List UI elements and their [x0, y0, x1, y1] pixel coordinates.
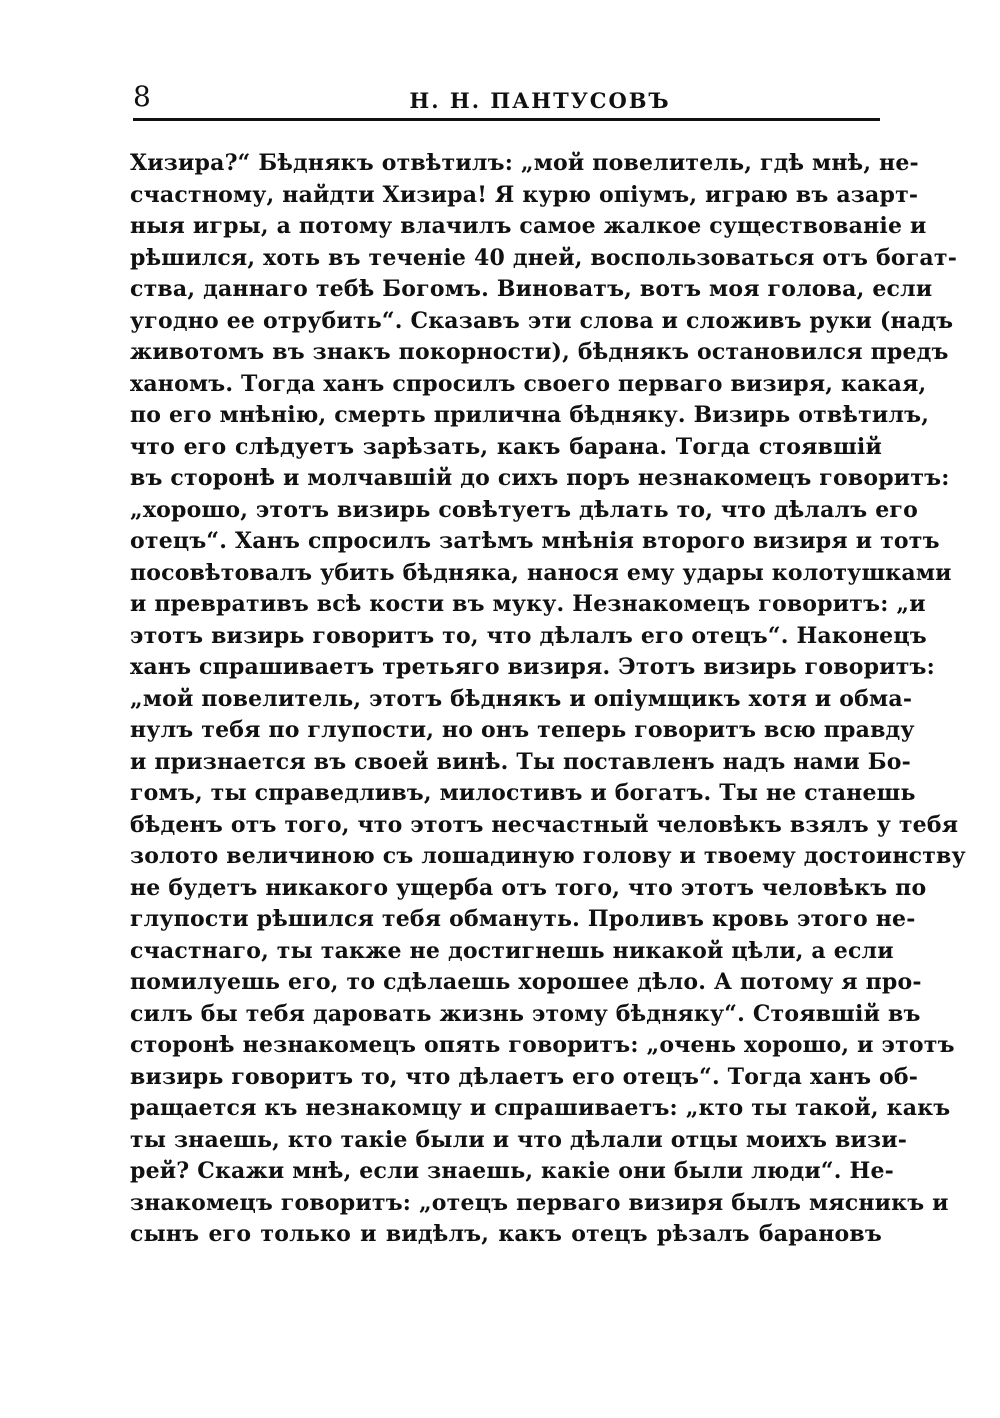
text-line: ныя игры, а потому влачилъ самое жалкое существованіе и: [130, 213, 927, 239]
text-line: знакомецъ говоритъ: „отецъ перваго визиря былъ мясникъ и: [130, 1189, 949, 1216]
text-line: ращается къ незнакомцу и спрашиваетъ: „кто ты такой, какъ: [130, 1095, 951, 1121]
text-line: „хорошо, этотъ визирь совѣтуетъ дѣлать то, что дѣлалъ его: [130, 496, 918, 523]
text-line: бѣденъ отъ того, что этотъ несчастный человѣкъ взялъ у тебя: [130, 811, 959, 838]
text-line: золото величиною съ лошадиную голову и твоему достоинству: [130, 843, 966, 869]
text-line: угодно ее отрубить“. Сказавъ эти слова и сложивъ руки (надъ: [130, 307, 954, 334]
text-line: глупости рѣшился тебя обмануть. Проливъ кровь этого не-: [130, 906, 916, 932]
text-line: рей? Скажи мнѣ, если знаешь, какіе они были люди“. Не-: [130, 1158, 895, 1184]
text-line: гомъ, ты справедливъ, милостивъ и богатъ. Ты не станешь: [130, 780, 916, 806]
text-line: сынъ его только и видѣлъ, какъ отецъ рѣзалъ барановъ: [130, 1221, 882, 1247]
text-line: „мой повелитель, этотъ бѣднякъ и опіумщикъ хотя и обма-: [130, 685, 913, 712]
text-line: и признается въ своей винѣ. Ты поставленъ надъ нами Бо-: [130, 748, 911, 775]
text-line: счастнаго, ты также не достигнешь никакой цѣли, а если: [130, 937, 894, 964]
text-line: этотъ визирь говоритъ то, что дѣлалъ его отецъ“. Наконецъ: [130, 622, 927, 649]
text-line: силъ бы тебя даровать жизнь этому бѣдняку“. Стоявшій въ: [130, 1000, 921, 1027]
text-line: рѣшился, хоть въ теченіе 40 дней, воспользоваться отъ богат-: [130, 244, 958, 271]
text-line: ханъ спрашиваетъ третьяго визиря. Этотъ визирь говоритъ:: [130, 654, 935, 680]
body-text: [130, 148, 966, 1251]
text-line: въ сторонѣ и молчавшій до сихъ поръ незнакомецъ говоритъ:: [130, 465, 950, 491]
text-line: отецъ“. Ханъ спросилъ затѣмъ мнѣнія второго визиря и тотъ: [130, 528, 940, 554]
text-line: помилуешь его, то сдѣлаешь хорошее дѣло. А потому я про-: [130, 969, 922, 995]
text-line: сторонѣ незнакомецъ опять говоритъ: „очень хорошо, и этотъ: [130, 1032, 955, 1058]
text-line: не будетъ никакого ущерба отъ того, что этотъ человѣкъ по: [130, 874, 927, 901]
text-line: ханомъ. Тогда ханъ спросилъ своего перваго визиря, какая,: [130, 370, 927, 397]
text-line: животомъ въ знакъ покорности), бѣднякъ остановился предъ: [130, 339, 949, 365]
text-line: визирь говоритъ то, что дѣлаетъ его отецъ“. Тогда ханъ об-: [130, 1063, 919, 1090]
text-line: ты знаешь, кто такіе были и что дѣлали отцы моихъ визи-: [130, 1126, 908, 1153]
header-rule: [133, 118, 880, 121]
text-line: и превративъ всѣ кости въ муку. Незнакомецъ говоритъ: „и: [130, 591, 926, 617]
text-line: нулъ тебя по глупости, но онъ теперь говоритъ всю правду: [130, 717, 915, 743]
text-line: Хизира?“ Бѣднякъ отвѣтилъ: „мой повелитель, гдѣ мнѣ, не-: [130, 150, 919, 176]
text-line: счастному, найдти Хизира! Я курю опіумъ, играю въ азарт-: [130, 181, 919, 208]
text-line: по его мнѣнію, смерть прилична бѣдняку. Визирь отвѣтилъ,: [130, 402, 930, 428]
running-head: Н. Н. ПАНТУСОВЪ: [409, 88, 671, 113]
text-line: что его слѣдуетъ зарѣзать, какъ барана. Тогда стоявшій: [130, 433, 882, 460]
text-line: ства, даннаго тебѣ Богомъ. Виноватъ, вотъ моя голова, если: [130, 276, 933, 302]
page-number: 8: [133, 80, 151, 113]
text-line: посовѣтовалъ убить бѣдняка, нанося ему удары колотушками: [130, 559, 952, 586]
